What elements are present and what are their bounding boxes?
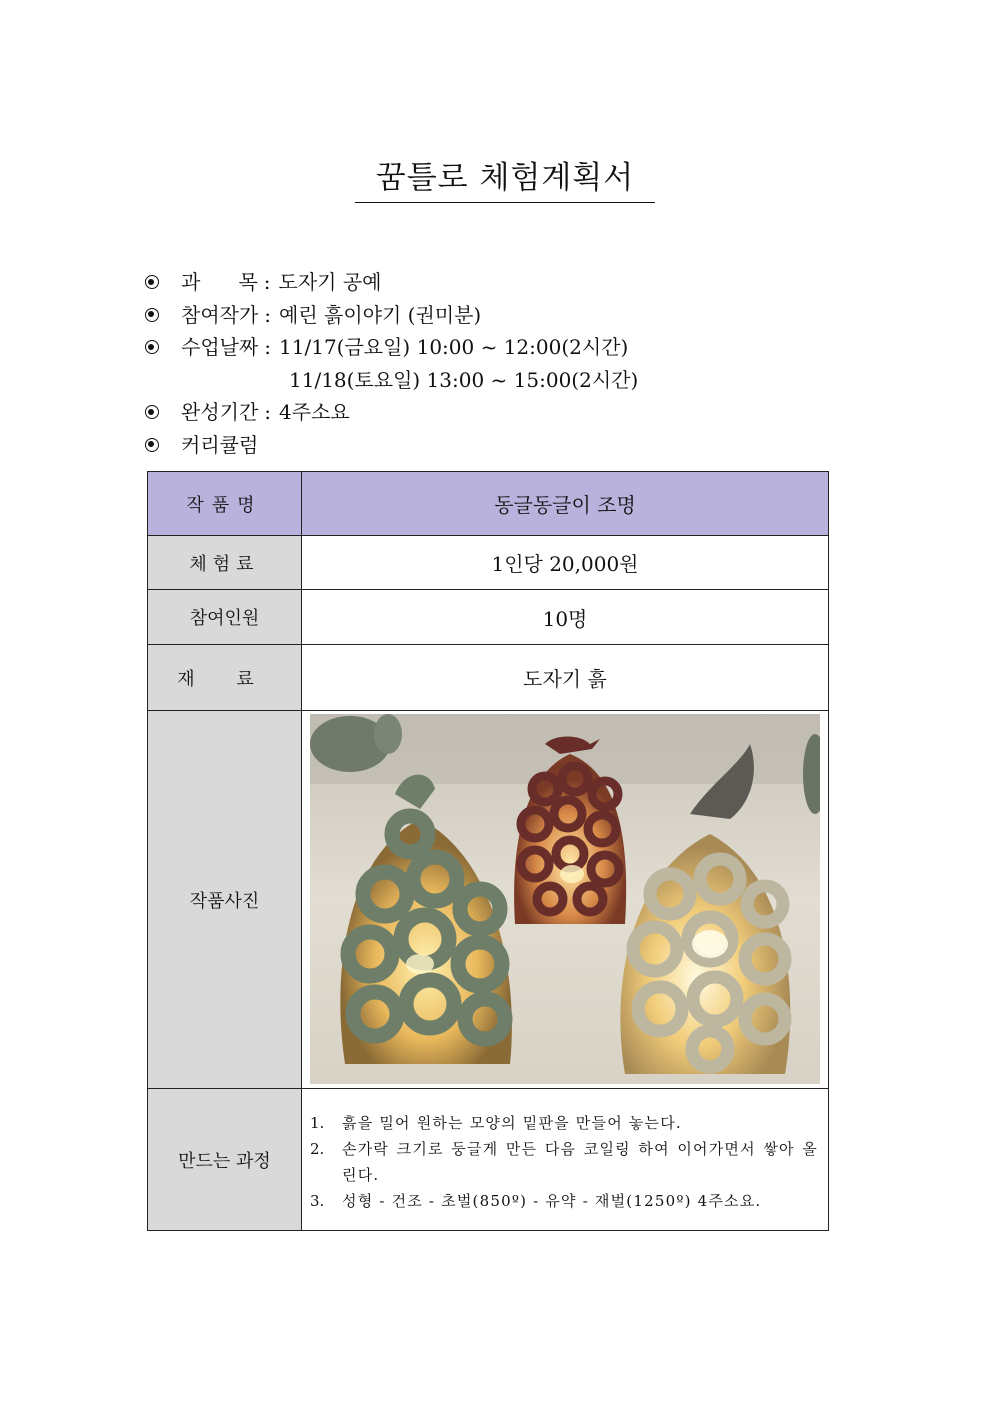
info-row-curriculum [142, 429, 638, 462]
bullet-icon [145, 275, 159, 289]
bullet-icon [145, 308, 159, 322]
separator: : [264, 302, 272, 327]
date-label: 수업날짜 [181, 335, 259, 359]
process-cell [302, 1089, 829, 1231]
work-name-value: 동글동글이 조명 [302, 472, 829, 536]
info-row-period [142, 396, 638, 429]
bullet-icon [145, 405, 159, 419]
fee-value: 1인당 20,000원 [302, 536, 829, 590]
work-name-label: 작품명 [148, 472, 302, 536]
separator: : [264, 335, 272, 359]
period-value: 4주소요 [279, 400, 350, 424]
step-number: 3. [310, 1191, 325, 1210]
period-label: 완성기간 [181, 400, 259, 424]
info-row-date [142, 331, 638, 364]
table-row-work-name [148, 472, 829, 536]
date-value-1: 11/17(금요일) 10:00 ~ 12:00(2시간) [279, 335, 629, 359]
table-row-material [148, 645, 829, 711]
bullet-icon [145, 340, 159, 354]
step-text: 손가락 크기로 둥글게 만든 다음 코일링 하여 이어가면서 쌓아 올린다. [342, 1139, 818, 1184]
separator: : [264, 400, 272, 424]
people-label: 참여인원 [148, 590, 302, 645]
fee-label: 체험료 [148, 536, 302, 590]
step-number: 1. [310, 1113, 325, 1132]
process-steps [302, 1096, 828, 1224]
subject-value: 도자기 공예 [278, 270, 382, 294]
step-number: 2. [310, 1139, 325, 1158]
info-row-date-2 [142, 364, 638, 397]
list-item [310, 1136, 818, 1188]
step-text: 흙을 밀어 원하는 모양의 밑판을 만들어 놓는다. [342, 1113, 682, 1132]
table-row-people [148, 590, 829, 645]
curriculum-label: 커리큘럼 [181, 432, 259, 457]
info-row-subject [142, 266, 638, 299]
date-value-2: 11/18(토요일) 13:00 ~ 15:00(2시간) [289, 367, 639, 392]
artist-label: 참여작가 [181, 302, 259, 327]
artist-value: 예린 흙이야기 (권미분) [279, 302, 482, 327]
table-row-photo [148, 711, 829, 1089]
table-row-process [148, 1089, 829, 1231]
page-title: 꿈틀로 체험계획서 [355, 158, 655, 203]
list-item [310, 1110, 818, 1136]
people-value: 10명 [302, 590, 829, 645]
material-value: 도자기 흙 [302, 645, 829, 711]
info-row-artist [142, 299, 638, 332]
material-label: 재 료 [148, 645, 302, 711]
bullet-icon [145, 438, 159, 452]
curriculum-table [147, 471, 829, 1231]
process-label: 만드는 과정 [148, 1089, 302, 1231]
info-list [142, 266, 638, 461]
separator: : [263, 270, 271, 294]
ceramic-lamps-photo [310, 714, 820, 1084]
table-row-fee [148, 536, 829, 590]
step-text: 성형 - 건조 - 초벌(850º) - 유약 - 재벌(1250º) 4주소요. [342, 1191, 762, 1210]
list-item [310, 1188, 818, 1214]
photo-cell [302, 711, 829, 1089]
photo-label: 작품사진 [148, 711, 302, 1089]
subject-label: 과 목 [181, 270, 258, 294]
